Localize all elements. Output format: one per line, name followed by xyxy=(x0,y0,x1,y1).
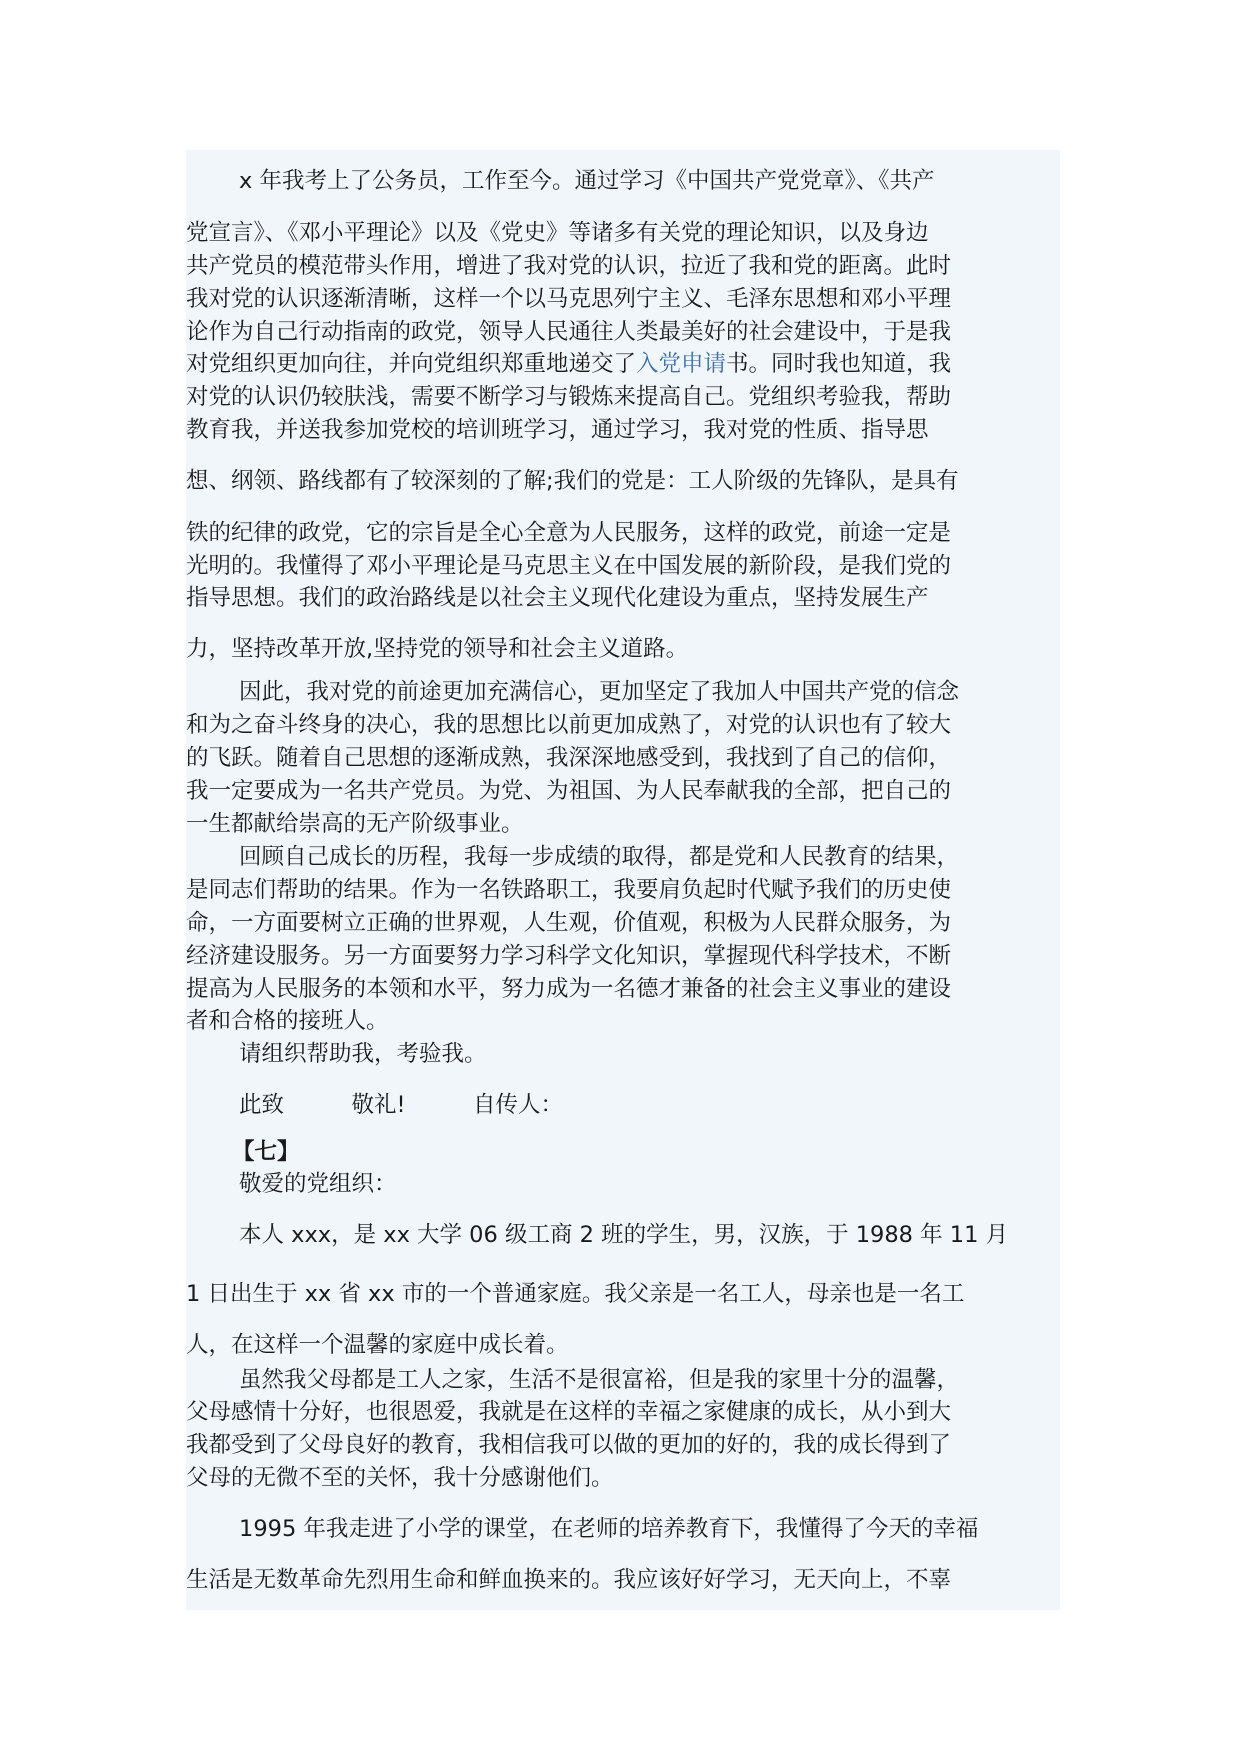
text-line: 的飞跃。随着自己思想的逐渐成熟，我深深地感受到，我找到了自己的信仰， xyxy=(186,745,952,771)
closing-line: 此致 敬礼! 自传人： xyxy=(239,1092,564,1118)
text-line: 1995 年我走进了小学的课堂，在老师的培养教育下，我懂得了今天的幸福 xyxy=(239,1516,979,1542)
text-segment: 对党组织更加向往，并向党组织郑重地递交了 xyxy=(186,351,637,377)
text-line: 力，坚持改革开放,坚持党的领导和社会主义道路。 xyxy=(186,636,689,662)
text-line: 光明的。我懂得了邓小平理论是马克思主义在中国发展的新阶段，是我们党的 xyxy=(186,553,952,579)
text-line: 人，在这样一个温馨的家庭中成长着。 xyxy=(186,1332,569,1358)
text-line: 请组织帮助我，考验我。 xyxy=(239,1041,487,1067)
text-line: 共产党员的模范带头作用，增进了我对党的认识，拉近了我和党的距离。此时 xyxy=(186,253,952,279)
text-line: 命，一方面要树立正确的世界观，人生观，价值观，积极为人民群众服务，为 xyxy=(186,910,952,936)
text-line: 我一定要成为一名共产党员。为党、为祖国、为人民奉献我的全部，把自己的 xyxy=(186,778,952,804)
text-line: 父母的无微不至的关怀，我十分感谢他们。 xyxy=(186,1465,614,1491)
text-line: 回顾自己成长的历程，我每一步成绩的取得，都是党和人民教育的结果， xyxy=(239,844,960,870)
text-line: 我都受到了父母良好的教育，我相信我可以做的更加的好的，我的成长得到了 xyxy=(186,1432,952,1458)
text-line: 虽然我父母都是工人之家，生活不是很富裕，但是我的家里十分的温馨， xyxy=(239,1367,960,1393)
text-line-with-link xyxy=(186,347,1060,381)
text-line: 教育我，并送我参加党校的培训班学习，通过学习，我对党的性质、指导思 xyxy=(186,417,929,443)
text-line: 父母感情十分好，也很恩爱，我就是在这样的幸福之家健康的成长，从小到大 xyxy=(186,1399,952,1425)
text-line: 我对党的认识逐渐清晰，这样一个以马克思列宁主义、毛泽东思想和邓小平理 xyxy=(186,286,952,312)
text-line: x 年我考上了公务员，工作至今。通过学习《中国共产党党章》、《共产 xyxy=(239,168,935,194)
salutation: 敬爱的党组织： xyxy=(239,1171,397,1197)
document-page xyxy=(186,150,1060,1610)
text-line: 者和合格的接班人。 xyxy=(186,1008,389,1034)
text-line: 论作为自己行动指南的政党，领导人民通往人类最美好的社会建设中，于是我 xyxy=(186,319,952,345)
text-line: 1 日出生于 xx 省 xx 市的一个普通家庭。我父亲是一名工人，母亲也是一名工 xyxy=(186,1281,965,1307)
text-line: 党宣言》、《邓小平理论》以及《党史》等诸多有关党的理论知识，以及身边 xyxy=(186,220,929,246)
application-link[interactable]: 入党申请 xyxy=(636,351,727,377)
text-segment: 书。同时我也知道，我 xyxy=(726,351,952,377)
section-heading: 【七】 xyxy=(232,1139,300,1165)
text-line: 和为之奋斗终身的决心，我的思想比以前更加成熟了，对党的认识也有了较大 xyxy=(186,712,952,738)
text-line: 想、纲领、路线都有了较深刻的了解;我们的党是：工人阶级的先锋队，是具有 xyxy=(186,468,959,494)
text-line: 因此，我对党的前途更加充满信心，更加坚定了我加人中国共产党的信念 xyxy=(239,679,960,705)
text-line: 指导思想。我们的政治路线是以社会主义现代化建设为重点，坚持发展生产 xyxy=(186,585,929,611)
text-line: 本人 xxx，是 xx 大学 06 级工商 2 班的学生，男，汉族，于 1988 年 11 月 xyxy=(239,1222,1009,1248)
text-line: 对党的认识仍较肤浅，需要不断学习与锻炼来提高自己。党组织考验我，帮助 xyxy=(186,384,952,410)
text-line: 经济建设服务。另一方面要努力学习科学文化知识，掌握现代科学技术，不断 xyxy=(186,943,952,969)
text-line: 一生都献给崇高的无产阶级事业。 xyxy=(186,811,524,837)
text-line: 铁的纪律的政党，它的宗旨是全心全意为人民服务，这样的政党，前途一定是 xyxy=(186,520,952,546)
text-line: 生活是无数革命先烈用生命和鲜血换来的。我应该好好学习，无天向上，不辜 xyxy=(186,1567,952,1593)
text-line: 是同志们帮助的结果。作为一名铁路职工，我要肩负起时代赋予我们的历史使 xyxy=(186,877,952,903)
text-line: 提高为人民服务的本领和水平，努力成为一名德才兼备的社会主义事业的建设 xyxy=(186,976,952,1002)
